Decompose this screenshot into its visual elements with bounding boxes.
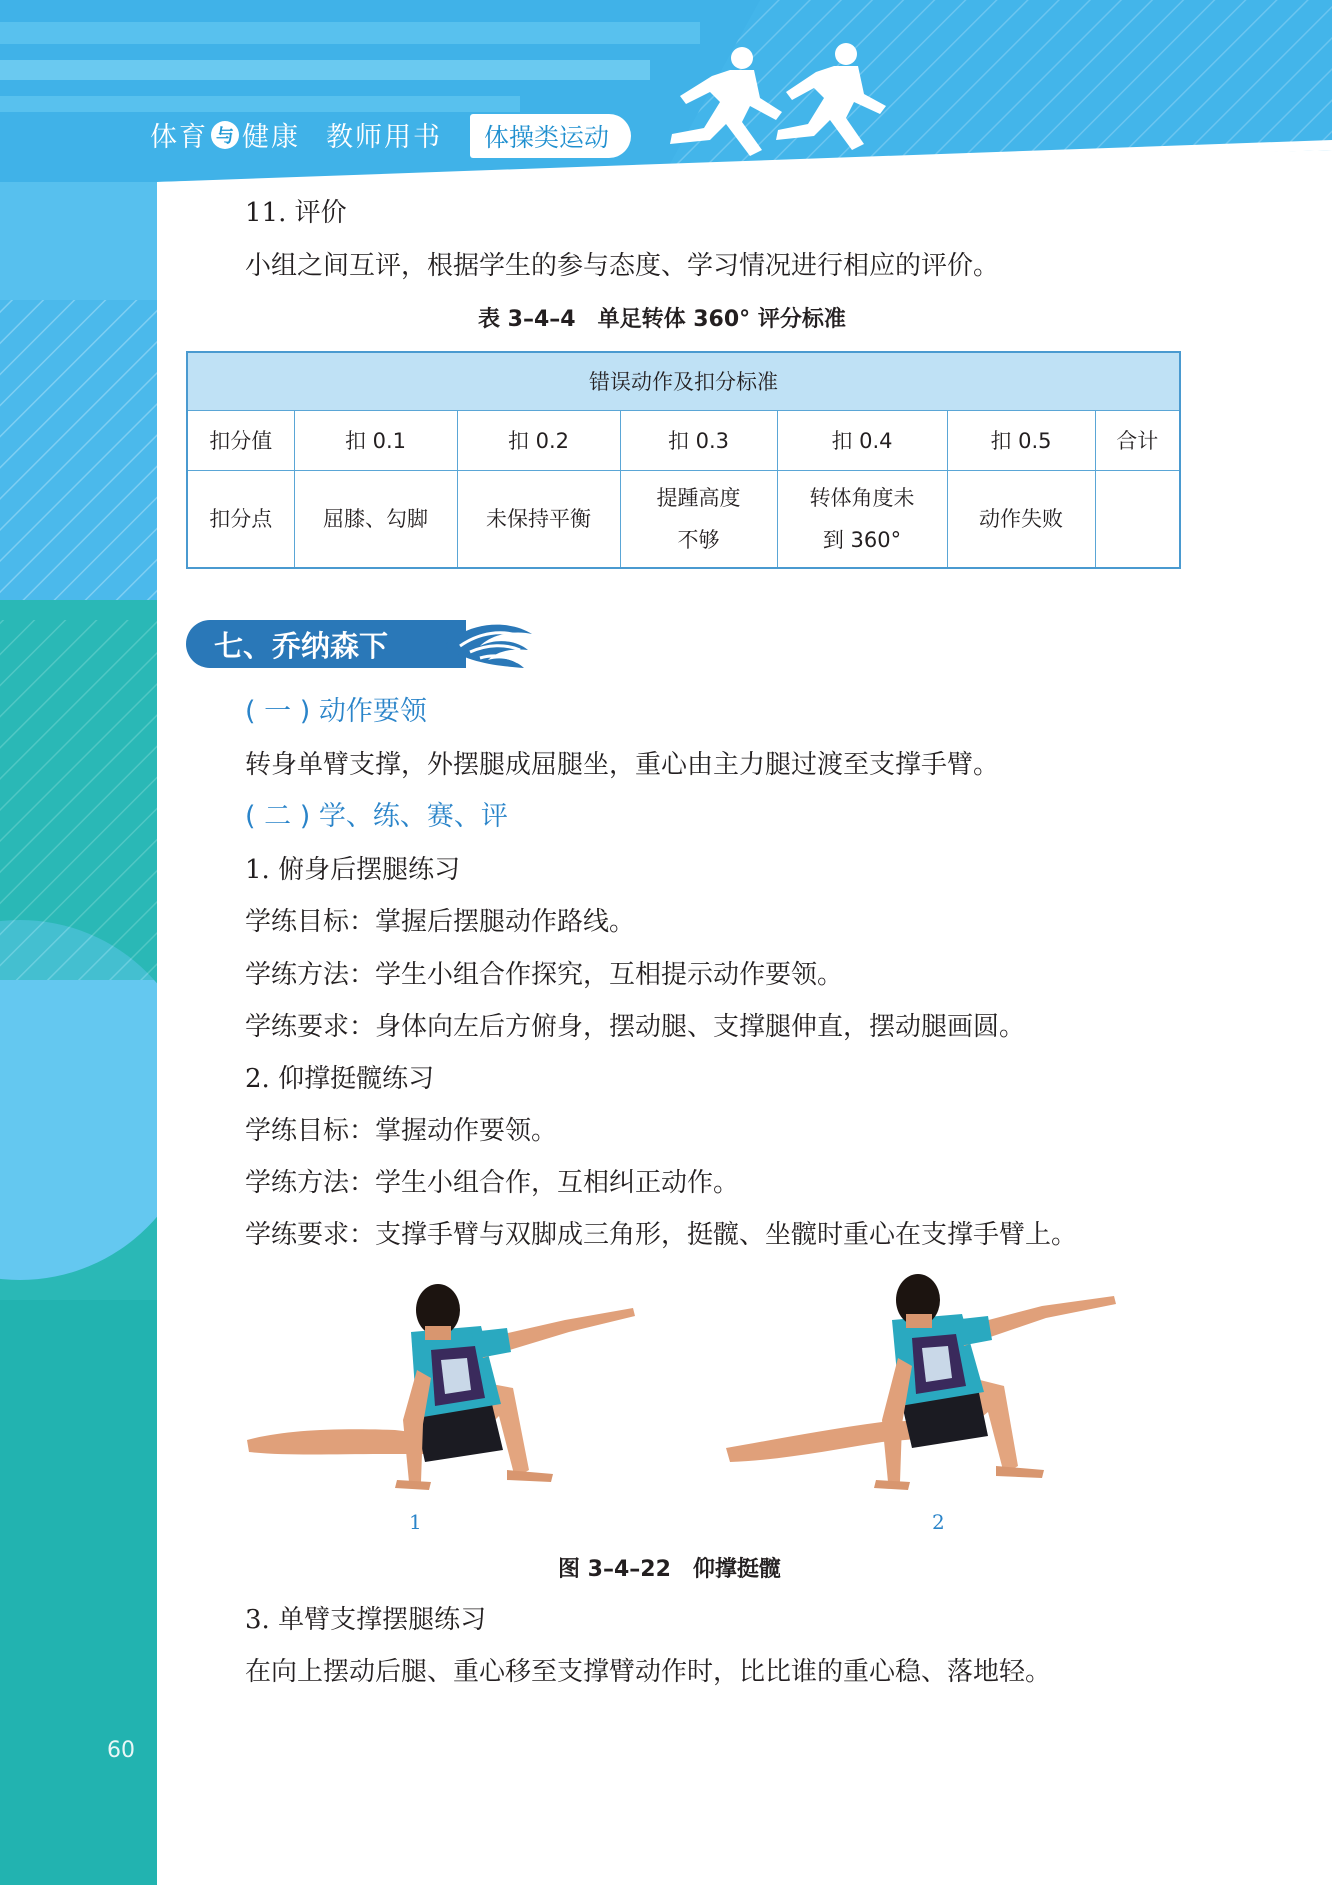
book-title-part3: 教师用书	[326, 122, 442, 153]
exercise-2-requirement: 学练要求：支撑手臂与双脚成三角形，挺髋、坐髋时重心在支撑手臂上。	[245, 1220, 1078, 1250]
page-number: 60	[107, 1738, 135, 1763]
table-cell: 合计	[1095, 411, 1180, 471]
evaluation-text: 小组之间互评，根据学生的参与态度、学习情况进行相应的评价。	[245, 251, 1000, 281]
book-title	[150, 115, 442, 154]
table-cell: 扣 0.5	[947, 411, 1095, 471]
table-cell: 扣 0.2	[457, 411, 620, 471]
table-cell-line: 到 360°	[822, 528, 902, 552]
book-title-part2: 健康	[242, 122, 300, 153]
photo-1-number: 1	[409, 1510, 422, 1534]
gymnast-photo-2	[722, 1270, 1122, 1500]
chapter-tag: 体操类运动	[470, 114, 631, 158]
photo-2-number: 2	[932, 1510, 945, 1534]
exercise-2-goal: 学练目标：掌握动作要领。	[245, 1116, 558, 1146]
table-cell	[620, 471, 777, 569]
table-caption: 表 3–4–4 单足转体 360° 评分标准	[478, 307, 846, 332]
table-cell-line: 转体角度未	[809, 486, 915, 510]
wave-icon	[440, 616, 536, 672]
table-cell: 扣 0.1	[294, 411, 457, 471]
exercise-3-title: 3. 单臂支撑摆腿练习	[245, 1605, 487, 1635]
exercise-1-requirement: 学练要求：身体向左后方俯身，摆动腿、支撑腿伸直，摆动腿画圆。	[245, 1012, 1026, 1042]
figure-caption: 图 3–4–22 仰撑挺髋	[558, 1557, 781, 1582]
table-cell-line: 提踵高度	[656, 486, 741, 510]
runner-icon	[650, 40, 890, 160]
exercise-1-title: 1. 俯身后摆腿练习	[245, 855, 461, 885]
exercise-2-method: 学练方法：学生小组合作，互相纠正动作。	[245, 1168, 740, 1198]
table-header: 错误动作及扣分标准	[187, 352, 1180, 411]
essentials-text: 转身单臂支撑，外摆腿成屈腿坐，重心由主力腿过渡至支撑手臂。	[245, 750, 1000, 780]
book-title-part1: 体育	[150, 122, 208, 153]
book-title-yu-badge: 与	[211, 121, 239, 149]
table-cell: 动作失败	[947, 471, 1095, 569]
evaluation-heading: 11. 评价	[245, 198, 347, 228]
gymnast-photo-1	[245, 1270, 645, 1500]
subheading-practice: ( 二 ) 学、练、赛、评	[245, 801, 508, 832]
exercise-1-method: 学练方法：学生小组合作探究，互相提示动作要领。	[245, 960, 844, 990]
table-cell: 扣 0.3	[620, 411, 777, 471]
exercise-1-goal: 学练目标：掌握后摆腿动作路线。	[245, 907, 636, 937]
table-cell: 未保持平衡	[457, 471, 620, 569]
table-cell: 扣 0.4	[777, 411, 947, 471]
table-cell-line: 不够	[677, 528, 720, 552]
exercise-2-title: 2. 仰撑挺髋练习	[245, 1064, 435, 1094]
table-cell: 扣分点	[187, 471, 294, 569]
table-cell	[777, 471, 947, 569]
table-cell: 扣分值	[187, 411, 294, 471]
scoring-table	[186, 351, 1181, 569]
table-cell	[1095, 471, 1180, 569]
section-title: 七、乔纳森下	[186, 620, 466, 668]
exercise-3-text: 在向上摆动后腿、重心移至支撑臂动作时，比比谁的重心稳、落地轻。	[245, 1657, 1052, 1687]
subheading-essentials: ( 一 ) 动作要领	[245, 696, 427, 727]
table-cell: 屈膝、勾脚	[294, 471, 457, 569]
